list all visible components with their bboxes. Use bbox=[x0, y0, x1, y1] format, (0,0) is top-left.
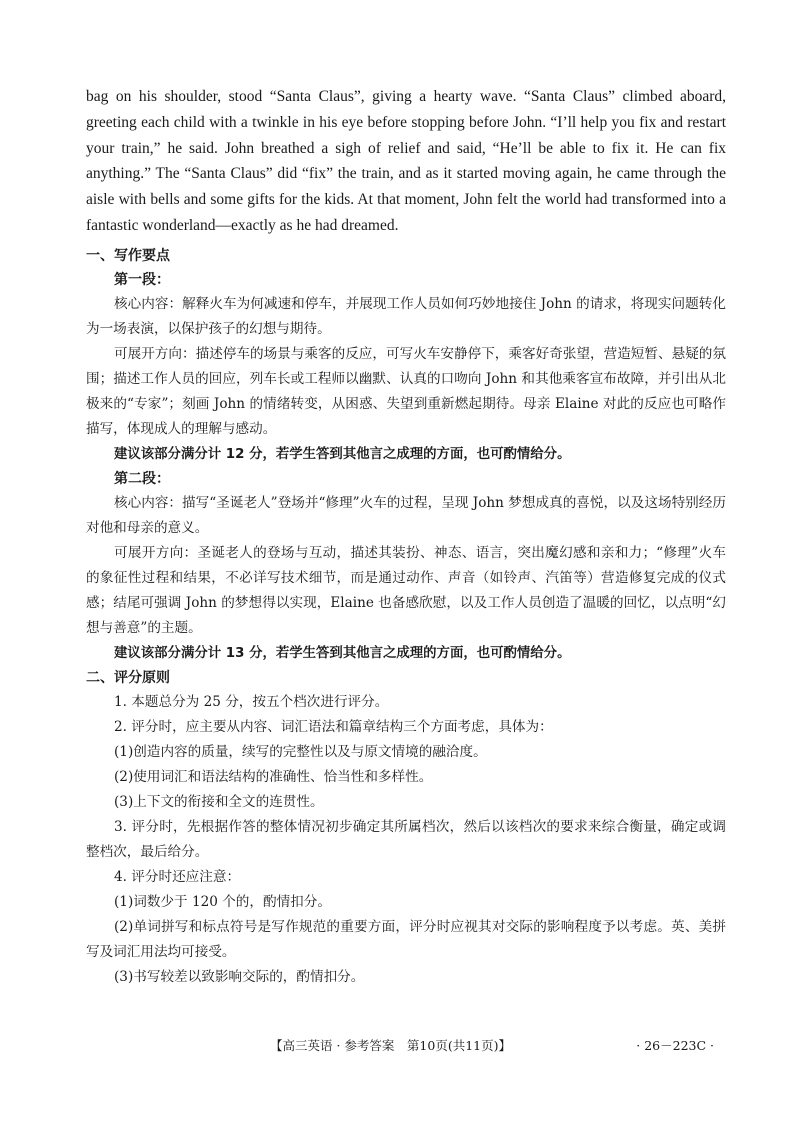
paragraph-two-core: 核心内容：描写“圣诞老人”登场并“修理”火车的过程，呈现 John 梦想成真的喜悦，以及这场特别经历对他和母亲的意义。 bbox=[86, 495, 726, 536]
scoring-item-4-sub: (2)单词拼写和标点符号是写作规范的重要方面，评分时应视其对交际的影响程度予以考虑。英、美拼写及词汇用法均可接受。 bbox=[86, 919, 726, 960]
footer-page-info: 【高三英语 · 参考答案 第10页(共11页)】 bbox=[270, 1038, 511, 1053]
scoring-item-4: 4. 评分时还应注意： bbox=[114, 869, 241, 885]
section-writing-points bbox=[86, 244, 726, 990]
paragraph-two-expand: 可展开方向：圣诞老人的登场与互动，描述其装扮、神态、语言，突出魔幻感和亲和力；“修理”火车的象征性过程和结果，不必详写技术细节，而是通过动作、声音（如铃声、汽笛等）营造修复完成的仪式感；结尾可强调 John 的梦想得以实现，Elaine 也备感欣慰，以及工作人员创造了温暖的回忆，以点明“幻想与善意”的主题。 bbox=[86, 545, 726, 636]
scoring-item-3: 3. 评分时，先根据作答的整体情况初步确定其所属档次，然后以该档次的要求来综合衡量，确定或调整档次，最后给分。 bbox=[86, 819, 726, 860]
scoring-item-4-sub: (3)书写较差以致影响交际的，酌情扣分。 bbox=[114, 969, 365, 985]
scoring-item-4-sub: (1)词数少于 120 个的，酌情扣分。 bbox=[114, 894, 331, 910]
paragraph-one-score-note: 建议该部分满分计 12 分，若学生答到其他言之成理的方面，也可酌情给分。 bbox=[114, 447, 571, 462]
paragraph-one-expand: 可展开方向：描述停车的场景与乘客的反应，可写火车安静停下，乘客好奇张望，营造短暂、悬疑的氛围；描述工作人员的回应，列车长或工程师以幽默、认真的口吻向 John 和其他乘客宣布故障，并引出从北极来的“专家”；刻画 John 的情绪转变，从困惑、失望到重新燃起期待。母亲 Elaine 对此的反应也可略作描写，体现成人的理解与感动。 bbox=[86, 346, 726, 437]
footer-paper-code: · 26－223C · bbox=[636, 1038, 714, 1053]
paragraph-two-heading: 第二段： bbox=[114, 471, 170, 487]
scoring-item-2-sub: (1)创造内容的质量，续写的完整性以及与原文情境的融洽度。 bbox=[114, 744, 487, 760]
scoring-item-2: 2. 评分时，应主要从内容、词汇语法和篇章结构三个方面考虑，具体为： bbox=[114, 719, 553, 735]
section-heading-scoring: 二、评分原则 bbox=[86, 670, 170, 686]
scoring-item-2-sub: (2)使用词汇和语法结构的准确性、恰当性和多样性。 bbox=[114, 769, 433, 785]
story-ending-paragraph: bag on his shoulder, stood “Santa Claus”, giving a hearty wave. “Santa Claus” climbed aboard, greeting each child with a twinkle in his eye before stopping before John. “I’ll help you fix and restart your train,” he said. John breathed a sigh of relief and said, “He’ll be able to fix it. He can fix anything.” The “Santa Claus” did “fix” the train, and as it started moving again, he came through the aisle with bells and some gifts for the kids. At that moment, John felt the world had transformed into a fantastic wonderland—exactly as he had dreamed. bbox=[86, 88, 726, 234]
paragraph-one-heading: 第一段： bbox=[114, 272, 170, 288]
paragraph-two-score-note: 建议该部分满分计 13 分，若学生答到其他言之成理的方面，也可酌情给分。 bbox=[114, 646, 571, 661]
section-heading-writing-points: 一、写作要点 bbox=[86, 248, 170, 264]
scoring-item-1: 1. 本题总分为 25 分，按五个档次进行评分。 bbox=[114, 694, 389, 710]
scoring-item-2-sub: (3)上下文的衔接和全文的连贯性。 bbox=[114, 794, 324, 810]
page-footer bbox=[0, 1036, 800, 1060]
paragraph-one-core: 核心内容：解释火车为何减速和停车，并展现工作人员如何巧妙地接住 John 的请求，将现实问题转化为一场表演，以保护孩子的幻想与期待。 bbox=[86, 296, 726, 337]
